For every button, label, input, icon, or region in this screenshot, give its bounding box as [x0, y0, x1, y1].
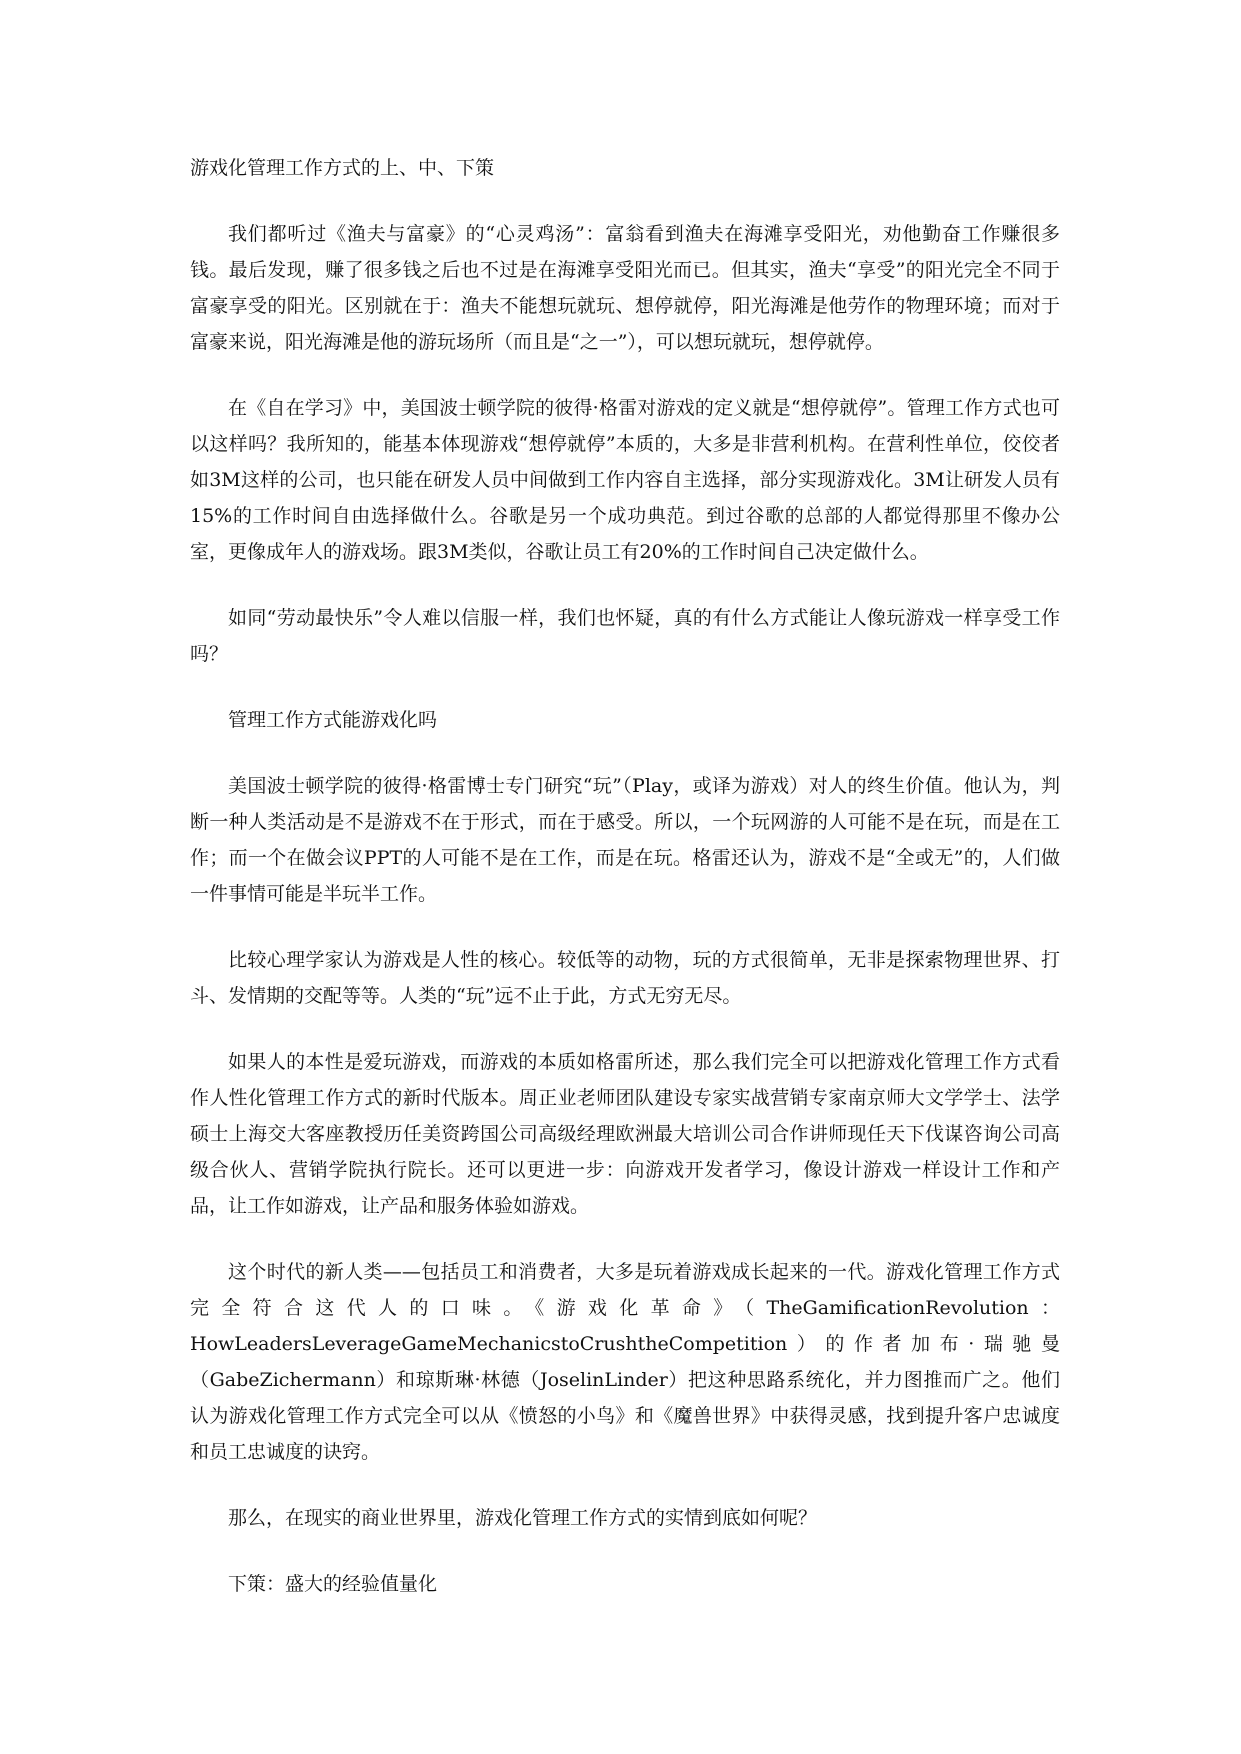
paragraph-comparative-psychology: 比较心理学家认为游戏是人性的核心。较低等的动物，玩的方式很简单，无非是探索物理世界、打斗、发情期的交配等等。人类的“玩”远不止于此，方式无穷无尽。 — [190, 949, 1060, 1007]
paragraph-free-learning: 在《自在学习》中，美国波士顿学院的彼得·格雷对游戏的定义就是“想停就停”。管理工作方式也可以这样吗？我所知的，能基本体现游戏“想停就停”本质的，大多是非营利机构。在营利性单位，佼佼者如3M这样的公司，也只能在研发人员中间做到工作内容自主选择，部分实现游戏化。3M让研发人员有15%的工作时间自由选择做什么。谷歌是另一个成功典范。到过谷歌的总部的人都觉得那里不像办公室，更像成年人的游戏场。跟3M类似，谷歌让员工有20%的工作时间自己决定做什么。 — [190, 397, 1060, 563]
paragraph-new-generation: 这个时代的新人类——包括员工和消费者，大多是玩着游戏成长起来的一代。游戏化管理工作方式完全符合这代人的口味。《游戏化革命》（TheGamificationRevolution：HowLeadersLeverageGameMechanicstoCrushtheCompetition）的作者加布·瑞驰曼（GabeZichermann）和琼斯琳·林德（JoselinLinder）把这种思路系统化，并力图推而广之。他们认为游戏化管理工作方式完全可以从《愤怒的小鸟》和《魔兽世界》中获得灵感，找到提升客户忠诚度和员工忠诚度的诀窍。 — [190, 1261, 1060, 1463]
paragraph-business-reality: 那么，在现实的商业世界里，游戏化管理工作方式的实情到底如何呢？ — [228, 1507, 818, 1529]
paragraph-human-nature: 如果人的本性是爱玩游戏，而游戏的本质如格雷所述，那么我们完全可以把游戏化管理工作方式看作人性化管理工作方式的新时代版本。周正业老师团队建设专家实战营销专家南京师大文学学士、法学硕士上海交大客座教授历任美资跨国公司高级经理欧洲最大培训公司合作讲师现任天下伐谋咨询公司高级合伙人、营销学院执行院长。还可以更进一步：向游戏开发者学习，像设计游戏一样设计工作和产品，让工作如游戏，让产品和服务体验如游戏。 — [190, 1051, 1060, 1217]
paragraph-peter-gray-play: 美国波士顿学院的彼得·格雷博士专门研究“玩”（Play，或译为游戏）对人的终生价值。他认为，判断一种人类活动是不是游戏不在于形式，而在于感受。所以，一个玩网游的人可能不是在玩，而是在工作；而一个在做会议PPT的人可能不是在工作，而是在玩。格雷还认为，游戏不是“全或无”的，人们做一件事情可能是半玩半工作。 — [190, 775, 1060, 905]
document-page — [190, 150, 1060, 1632]
document-title: 游戏化管理工作方式的上、中、下策 — [190, 157, 495, 179]
paragraph-labor-doubt: 如同“劳动最快乐”令人难以信服一样，我们也怀疑，真的有什么方式能让人像玩游戏一样享受工作吗？ — [190, 607, 1060, 665]
section-heading-lower-strategy: 下策：盛大的经验值量化 — [228, 1573, 438, 1595]
section-heading-can-gamify: 管理工作方式能游戏化吗 — [228, 709, 438, 731]
paragraph-fisherman-story: 我们都听过《渔夫与富豪》的“心灵鸡汤”：富翁看到渔夫在海滩享受阳光，劝他勤奋工作赚很多钱。最后发现，赚了很多钱之后也不过是在海滩享受阳光而已。但其实，渔夫“享受”的阳光完全不同于富豪享受的阳光。区别就在于：渔夫不能想玩就玩、想停就停，阳光海滩是他劳作的物理环境；而对于富豪来说，阳光海滩是他的游玩场所（而且是“之一”），可以想玩就玩，想停就停。 — [190, 223, 1060, 353]
